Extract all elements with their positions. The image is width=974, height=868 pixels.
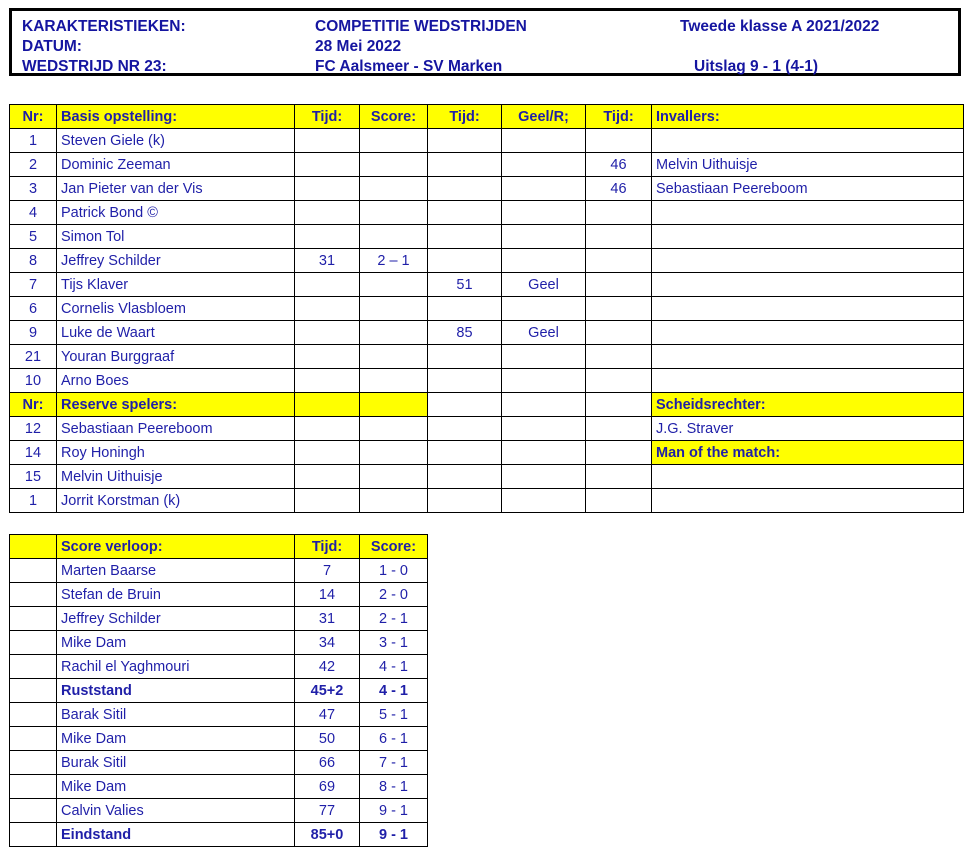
- scorer-time: 42: [295, 655, 360, 679]
- player-goal-time: [295, 153, 360, 177]
- reserve-spacer-1: [295, 393, 360, 417]
- table-row: [10, 799, 428, 823]
- header-match: FC Aalsmeer - SV Marken: [315, 58, 503, 75]
- score-header-row: [10, 535, 428, 559]
- player-card: Geel: [502, 321, 586, 345]
- player-card-time: [428, 369, 502, 393]
- table-row: [10, 751, 428, 775]
- sub-time: 46: [586, 177, 652, 201]
- reserve-name: Jorrit Korstman (k): [57, 489, 295, 513]
- player-goal-time: [295, 369, 360, 393]
- table-row: [10, 775, 428, 799]
- scorer-score: 6 - 1: [360, 727, 428, 751]
- reserve-gap-1: [428, 465, 502, 489]
- reserve-gap-3: [586, 393, 652, 417]
- player-card: [502, 129, 586, 153]
- table-row: [10, 177, 964, 201]
- table-row: [10, 489, 964, 513]
- player-goal-time: 31: [295, 249, 360, 273]
- header-competition: COMPETITIE WEDSTRIJDEN: [315, 18, 527, 35]
- sub-time: [586, 273, 652, 297]
- player-nr: 7: [10, 273, 57, 297]
- player-card-time: [428, 225, 502, 249]
- score-progress-body: [10, 535, 428, 847]
- sub-time: [586, 345, 652, 369]
- player-goal-time: [295, 321, 360, 345]
- player-card-time: [428, 201, 502, 225]
- score-row-spacer: [10, 679, 57, 703]
- scorer-score: 4 - 1: [360, 655, 428, 679]
- table-row: [10, 655, 428, 679]
- reserve-blank-1: [295, 489, 360, 513]
- table-row: [10, 703, 428, 727]
- scorer-time: 50: [295, 727, 360, 751]
- scorer-score: 3 - 1: [360, 631, 428, 655]
- score-row-spacer: [10, 727, 57, 751]
- table-row: [10, 273, 964, 297]
- reserve-blank-2: [360, 489, 428, 513]
- score-row-spacer: [10, 655, 57, 679]
- table-row: [10, 153, 964, 177]
- scorer-name: Mike Dam: [57, 775, 295, 799]
- player-card: [502, 249, 586, 273]
- sub-name: Sebastiaan Peereboom: [652, 177, 964, 201]
- header-label-wedstrijd: WEDSTRIJD NR 23:: [22, 58, 167, 75]
- fulltime-label: Eindstand: [57, 823, 295, 847]
- player-nr: 21: [10, 345, 57, 369]
- player-card-time: [428, 129, 502, 153]
- player-goal-time: [295, 273, 360, 297]
- reserve-name: Roy Honingh: [57, 441, 295, 465]
- sub-name: [652, 129, 964, 153]
- score-header-title: Score verloop:: [57, 535, 295, 559]
- table-row: [10, 727, 428, 751]
- score-progress-table: [9, 534, 428, 847]
- player-goal-score: [360, 369, 428, 393]
- scorer-name: Mike Dam: [57, 727, 295, 751]
- reserve-header-row: [10, 393, 964, 417]
- player-nr: 1: [10, 129, 57, 153]
- score-header-score: Score:: [360, 535, 428, 559]
- roster-header-row: [10, 105, 964, 129]
- reserve-gap-1: [428, 393, 502, 417]
- reserve-nr: 15: [10, 465, 57, 489]
- scorer-score: 9 - 1: [360, 799, 428, 823]
- col-basis: Basis opstelling:: [57, 105, 295, 129]
- scorer-name: Mike Dam: [57, 631, 295, 655]
- player-card: [502, 201, 586, 225]
- score-row-spacer: [10, 607, 57, 631]
- header-label-datum: DATUM:: [22, 38, 82, 55]
- player-nr: 6: [10, 297, 57, 321]
- player-card-time: [428, 249, 502, 273]
- player-goal-score: [360, 297, 428, 321]
- player-card: [502, 297, 586, 321]
- table-row: [10, 369, 964, 393]
- halftime-label: Ruststand: [57, 679, 295, 703]
- sub-time: [586, 225, 652, 249]
- reserve-gap-2: [502, 417, 586, 441]
- table-row: [10, 225, 964, 249]
- player-goal-time: [295, 225, 360, 249]
- halftime-score: 4 - 1: [360, 679, 428, 703]
- player-nr: 10: [10, 369, 57, 393]
- table-row: [10, 321, 964, 345]
- reserve-gap-3: [586, 417, 652, 441]
- sub-name: [652, 321, 964, 345]
- reserve-blank-2: [360, 417, 428, 441]
- reserve-blank-2: [360, 465, 428, 489]
- player-goal-time: [295, 297, 360, 321]
- score-header-tijd: Tijd:: [295, 535, 360, 559]
- score-row-spacer: [10, 559, 57, 583]
- sub-time: [586, 321, 652, 345]
- sub-time: [586, 201, 652, 225]
- player-nr: 3: [10, 177, 57, 201]
- player-card-time: [428, 177, 502, 201]
- player-goal-score: [360, 129, 428, 153]
- scorer-score: 2 - 0: [360, 583, 428, 607]
- player-card: [502, 369, 586, 393]
- roster-table: [9, 104, 964, 513]
- player-card: [502, 225, 586, 249]
- reserve-gap-1: [428, 417, 502, 441]
- score-row-spacer: [10, 751, 57, 775]
- player-name: Jan Pieter van der Vis: [57, 177, 295, 201]
- sub-time: [586, 129, 652, 153]
- player-nr: 5: [10, 225, 57, 249]
- col-geel-rood: Geel/R;: [502, 105, 586, 129]
- roster-body: [10, 105, 964, 513]
- scorer-time: 31: [295, 607, 360, 631]
- score-row-spacer: [10, 799, 57, 823]
- sub-name: [652, 249, 964, 273]
- table-row: [10, 559, 428, 583]
- player-goal-score: [360, 345, 428, 369]
- reserve-gap-2: [502, 465, 586, 489]
- scorer-time: 47: [295, 703, 360, 727]
- player-goal-score: [360, 153, 428, 177]
- scorer-score: 5 - 1: [360, 703, 428, 727]
- man-of-the-match-value: [652, 465, 964, 489]
- player-card-time: [428, 297, 502, 321]
- player-goal-score: [360, 177, 428, 201]
- scorer-score: 8 - 1: [360, 775, 428, 799]
- reserve-gap-2: [502, 489, 586, 513]
- col-tijd-goal: Tijd:: [295, 105, 360, 129]
- header-box: [9, 8, 961, 76]
- table-row-fulltime: [10, 823, 428, 847]
- table-row: [10, 345, 964, 369]
- col-tijd-sub: Tijd:: [586, 105, 652, 129]
- player-goal-score: [360, 225, 428, 249]
- player-goal-score: [360, 201, 428, 225]
- player-name: Dominic Zeeman: [57, 153, 295, 177]
- sub-name: Melvin Uithuisje: [652, 153, 964, 177]
- scorer-name: Burak Sitil: [57, 751, 295, 775]
- reserve-nr: 14: [10, 441, 57, 465]
- table-row: [10, 607, 428, 631]
- sub-name: [652, 273, 964, 297]
- score-row-spacer: [10, 631, 57, 655]
- player-goal-score: [360, 273, 428, 297]
- table-row: [10, 297, 964, 321]
- col-tijd-card: Tijd:: [428, 105, 502, 129]
- player-name: Patrick Bond ©: [57, 201, 295, 225]
- table-row: [10, 631, 428, 655]
- scorer-time: 14: [295, 583, 360, 607]
- scorer-name: Barak Sitil: [57, 703, 295, 727]
- sub-name: [652, 225, 964, 249]
- reserve-blank-1: [295, 441, 360, 465]
- player-card: [502, 177, 586, 201]
- col-nr: Nr:: [10, 105, 57, 129]
- sub-time: 46: [586, 153, 652, 177]
- sub-time: [586, 249, 652, 273]
- scorer-name: Marten Baarse: [57, 559, 295, 583]
- reserve-nr: 1: [10, 489, 57, 513]
- scorer-name: Stefan de Bruin: [57, 583, 295, 607]
- player-name: Steven Giele (k): [57, 129, 295, 153]
- player-goal-time: [295, 345, 360, 369]
- reserve-spacer-2: [360, 393, 428, 417]
- player-goal-score: [360, 321, 428, 345]
- player-name: Tijs Klaver: [57, 273, 295, 297]
- sub-time: [586, 297, 652, 321]
- score-row-spacer: [10, 823, 57, 847]
- fulltime-score: 9 - 1: [360, 823, 428, 847]
- scorer-name: Jeffrey Schilder: [57, 607, 295, 631]
- scorer-score: 2 - 1: [360, 607, 428, 631]
- col-score: Score:: [360, 105, 428, 129]
- player-goal-score: 2 – 1: [360, 249, 428, 273]
- player-card: Geel: [502, 273, 586, 297]
- referee-name: J.G. Straver: [652, 417, 964, 441]
- player-nr: 2: [10, 153, 57, 177]
- player-name: Cornelis Vlasbloem: [57, 297, 295, 321]
- reserve-title: Reserve spelers:: [57, 393, 295, 417]
- reserve-blank-1: [295, 417, 360, 441]
- sub-time: [586, 369, 652, 393]
- scorer-score: 7 - 1: [360, 751, 428, 775]
- header-date: 28 Mei 2022: [315, 38, 402, 55]
- sub-name: [652, 297, 964, 321]
- score-row-spacer: [10, 703, 57, 727]
- score-header-spacer: [10, 535, 57, 559]
- table-row: [10, 465, 964, 489]
- reserve-right-blank: [652, 489, 964, 513]
- table-row: [10, 201, 964, 225]
- halftime-time: 45+2: [295, 679, 360, 703]
- sub-name: [652, 369, 964, 393]
- reserve-gap-1: [428, 489, 502, 513]
- scorer-name: Rachil el Yaghmouri: [57, 655, 295, 679]
- player-card-time: 85: [428, 321, 502, 345]
- reserve-name: Melvin Uithuisje: [57, 465, 295, 489]
- reserve-nr: 12: [10, 417, 57, 441]
- referee-title: Scheidsrechter:: [652, 393, 964, 417]
- reserve-gap-3: [586, 489, 652, 513]
- score-row-spacer: [10, 775, 57, 799]
- player-goal-time: [295, 201, 360, 225]
- score-row-spacer: [10, 583, 57, 607]
- reserve-gap-3: [586, 441, 652, 465]
- header-label-karakteristieken: KARAKTERISTIEKEN:: [22, 18, 186, 35]
- fulltime-time: 85+0: [295, 823, 360, 847]
- scorer-time: 7: [295, 559, 360, 583]
- reserve-col-nr: Nr:: [10, 393, 57, 417]
- player-name: Jeffrey Schilder: [57, 249, 295, 273]
- header-result: Uitslag 9 - 1 (4-1): [694, 58, 819, 75]
- scorer-score: 1 - 0: [360, 559, 428, 583]
- player-name: Youran Burggraaf: [57, 345, 295, 369]
- player-name: Luke de Waart: [57, 321, 295, 345]
- table-row: [10, 441, 964, 465]
- reserve-blank-1: [295, 465, 360, 489]
- player-card-time: [428, 153, 502, 177]
- player-goal-time: [295, 129, 360, 153]
- reserve-gap-2: [502, 441, 586, 465]
- player-name: Arno Boes: [57, 369, 295, 393]
- player-card-time: [428, 345, 502, 369]
- col-invallers: Invallers:: [652, 105, 964, 129]
- reserve-blank-2: [360, 441, 428, 465]
- player-nr: 8: [10, 249, 57, 273]
- player-card: [502, 153, 586, 177]
- player-goal-time: [295, 177, 360, 201]
- reserve-name: Sebastiaan Peereboom: [57, 417, 295, 441]
- sub-name: [652, 345, 964, 369]
- player-card-time: 51: [428, 273, 502, 297]
- table-row: [10, 249, 964, 273]
- table-row: [10, 129, 964, 153]
- player-nr: 9: [10, 321, 57, 345]
- man-of-the-match-title: Man of the match:: [652, 441, 964, 465]
- scorer-time: 34: [295, 631, 360, 655]
- reserve-gap-1: [428, 441, 502, 465]
- scorer-name: Calvin Valies: [57, 799, 295, 823]
- table-row: [10, 583, 428, 607]
- table-row-halftime: [10, 679, 428, 703]
- table-row: [10, 417, 964, 441]
- reserve-gap-2: [502, 393, 586, 417]
- scorer-time: 77: [295, 799, 360, 823]
- player-name: Simon Tol: [57, 225, 295, 249]
- scorer-time: 66: [295, 751, 360, 775]
- sub-name: [652, 201, 964, 225]
- player-card: [502, 345, 586, 369]
- reserve-gap-3: [586, 465, 652, 489]
- header-class-season: Tweede klasse A 2021/2022: [680, 18, 880, 35]
- player-nr: 4: [10, 201, 57, 225]
- scorer-time: 69: [295, 775, 360, 799]
